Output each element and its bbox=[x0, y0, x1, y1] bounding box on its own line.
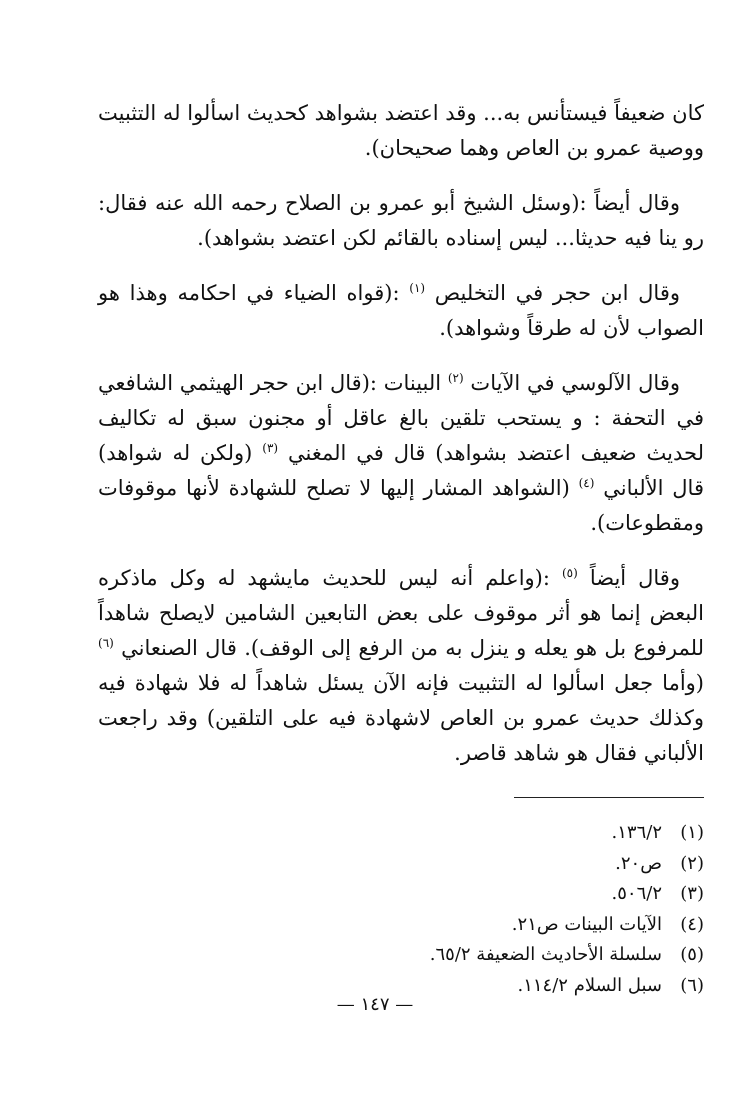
footnote-text: ١٣٦/٢. bbox=[611, 822, 662, 843]
page-number: — ١٤٧ — bbox=[336, 994, 414, 1015]
footnote-text: سلسلة الأحاديث الضعيفة ٦٥/٢. bbox=[429, 944, 662, 965]
main-text bbox=[98, 96, 704, 771]
paragraph bbox=[98, 366, 704, 541]
paragraph bbox=[98, 96, 704, 166]
paragraph-text: وقال أيضاً bbox=[577, 566, 680, 590]
footnote-reference: (٢) bbox=[447, 371, 464, 385]
footnote-number: (٦) bbox=[680, 974, 704, 996]
paragraph-text: (وأما جعل اسألوا له التثبيت فإنه الآن يسئل شاهداً له فلا شهادة فيه وكذلك حديث عمرو بن العاص لاشهادة فيه على التلقين) وقد راجعت الألباني فقال هو شاهد قاصر. bbox=[98, 671, 704, 765]
footnote-text: ٥٠٦/٢. bbox=[611, 883, 662, 904]
footnote-item bbox=[144, 879, 704, 910]
paragraph-text: وقال أيضاً :(وسئل الشيخ أبو عمرو بن الصلاح رحمه الله عنه فقال: رو ينا فيه حديثا... ليس إسناده بالقائم لكن اعتضد بشواهد). bbox=[98, 191, 704, 250]
footnote-reference: (٤) bbox=[578, 476, 595, 490]
paragraph-text: البينات :(قال ابن حجر الهيثمي الشافعي في التحفة : و يستحب تلقين بالغ عاقل أو مجنون سبق له تكاليف لحديث ضعيف اعتضد بشواهد) قال في المغني bbox=[98, 371, 704, 465]
footnote-item bbox=[144, 940, 704, 971]
paragraph-text: (ولكن له شواهد) قال الألباني bbox=[98, 441, 704, 500]
paragraph-text: وقال الآلوسي في الآيات bbox=[463, 371, 680, 395]
footnote-text: ص٢٠. bbox=[615, 852, 662, 874]
footnote-number: (٢) bbox=[680, 852, 704, 874]
footnote-number: (٤) bbox=[680, 913, 704, 935]
paragraph-text: :(واعلم أنه ليس للحديث مايشهد له وكل ماذكره البعض إنما هو أثر موقوف على بعض التابعين الشامين لايصلح شاهداً للمرفوع بل هو يعله و ينزل به من الرفع إلى الوقف). قال الصنعاني bbox=[98, 566, 704, 660]
footnote-number: (١) bbox=[680, 822, 704, 843]
paragraph-text: وقال ابن حجر في التخليص bbox=[425, 281, 680, 305]
footnote-reference: (٣) bbox=[262, 441, 279, 455]
footnote-separator bbox=[514, 797, 704, 798]
footnote-text: الآيات البينات ص٢١. bbox=[511, 913, 662, 935]
footnote-item bbox=[144, 910, 704, 941]
footnote-number: (٥) bbox=[680, 944, 704, 965]
footnote-item bbox=[144, 818, 704, 849]
paragraph bbox=[98, 186, 704, 256]
footnote-reference: (٦) bbox=[98, 636, 114, 650]
footnote-item bbox=[144, 849, 704, 880]
footnote-reference: (١) bbox=[409, 281, 426, 295]
page-body bbox=[98, 96, 704, 791]
paragraph-text: كان ضعيفاً فيستأنس به... وقد اعتضد بشواهد كحديث اسألوا له التثبيت ووصية عمرو بن العاص وهما صحيحان). bbox=[98, 101, 704, 160]
footnote-number: (٣) bbox=[680, 883, 704, 904]
paragraph-text: (الشواهد المشار إليها لا تصلح للشهادة لأنها موقوفات ومقطوعات). bbox=[98, 476, 704, 535]
paragraph-text: :(قواه الضياء في احكامه وهذا هو الصواب لأن له طرقاً وشواهد). bbox=[98, 281, 704, 340]
footnote-text: سبل السلام ١١٤/٢. bbox=[517, 974, 662, 996]
footnote-reference: (٥) bbox=[561, 566, 578, 580]
footnotes-list bbox=[144, 818, 704, 1001]
paragraph bbox=[98, 561, 704, 771]
paragraph bbox=[98, 276, 704, 346]
